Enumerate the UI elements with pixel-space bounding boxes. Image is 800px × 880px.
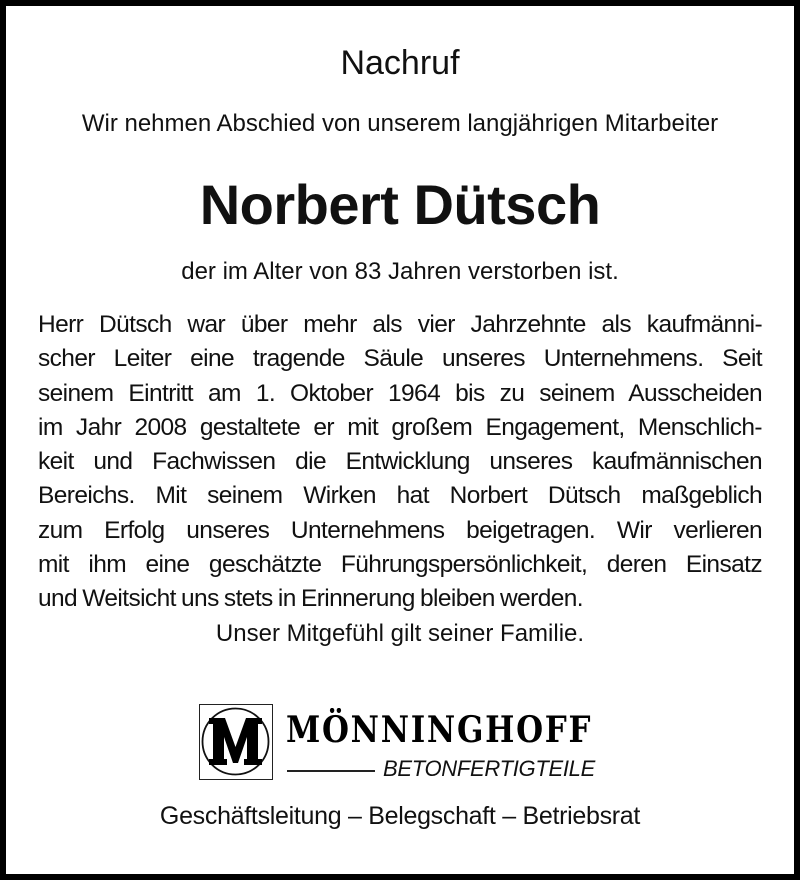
body-line: scher Leiter eine tragende Säule unseres Unternehmens. Seit: [38, 345, 762, 373]
age-line: der im Alter von 83 Jahren verstorben ist.: [181, 258, 619, 285]
obituary-body: [38, 308, 762, 617]
body-line: im Jahr 2008 gestaltete er mit großem Engagement, Menschlich-: [38, 413, 762, 441]
deceased-name: Norbert Dütsch: [199, 173, 601, 236]
logo-divider: [287, 770, 375, 772]
monogram-icon: [199, 704, 273, 780]
body-line: zum Erfolg unseres Unternehmens beigetragen. Wir verlieren: [38, 516, 762, 544]
body-line: und Weitsicht uns stets in Erinnerung bleiben werden.: [38, 585, 584, 613]
intro-line: Wir nehmen Abschied von unserem langjährigen Mitarbeiter: [81, 110, 719, 137]
body-line: Bereichs. Mit seinem Wirken hat Norbert Dütsch maßgeblich: [38, 482, 762, 510]
body-line: keit und Fachwissen die Entwicklung unseres kaufmännischen: [38, 448, 762, 476]
notice-title: Nachruf: [340, 44, 460, 82]
body-line: mit ihm eine geschätzte Führungspersönlichkeit, deren Einsatz: [38, 551, 762, 579]
sympathy-line: Unser Mitgefühl gilt seiner Familie.: [215, 620, 585, 647]
company-name: MÖNNINGHOFF: [286, 709, 593, 751]
company-logo: [199, 704, 603, 782]
signature-line: Geschäftsleitung – Belegschaft – Betriebsrat: [159, 802, 641, 830]
body-line: Herr Dütsch war über mehr als vier Jahrzehnte als kaufmänni-: [38, 311, 762, 338]
company-subtitle: BETONFERTIGTEILE: [383, 756, 595, 781]
body-line: seinem Eintritt am 1. Oktober 1964 bis zu seinem Ausscheiden: [38, 379, 762, 407]
